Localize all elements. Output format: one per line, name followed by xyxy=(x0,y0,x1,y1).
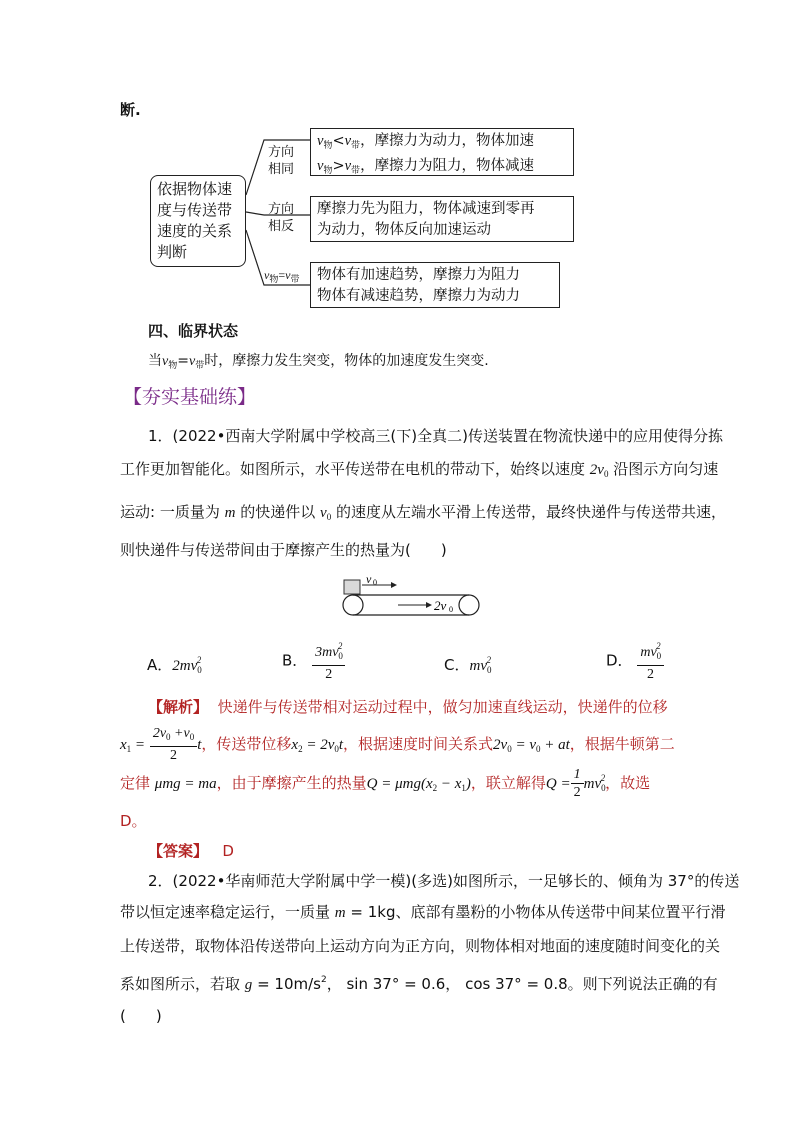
v0-sub: 0 xyxy=(373,578,377,587)
analysis-label: 【解析】 xyxy=(148,698,209,716)
left-pulley xyxy=(343,595,363,615)
conveyor-figure xyxy=(336,572,486,622)
q1-line2: 工作更加智能化。如图所示，水平传送带在电机的带动下，始终以速度 $2v_0$ 沿图示方向匀速 xyxy=(120,460,719,479)
box3-line2: 物体有减速趋势，摩擦力为动力 xyxy=(317,288,520,304)
belt-speed-label: 2v xyxy=(434,598,447,613)
belt-speed-sub: 0 xyxy=(449,605,453,614)
answer-label: 【答案】 xyxy=(148,842,209,860)
diagram-box-equal xyxy=(310,262,560,308)
branch-label-equal: $v_物=v_带$ xyxy=(264,268,300,284)
option-b[interactable]: B． $\frac{3mv_0^2}{2}$ xyxy=(282,638,345,682)
branch-label-opposite: 方向相反 xyxy=(268,202,295,234)
q1-line4: 则快递件与传送带间由于摩擦产生的热量为( ) xyxy=(120,541,447,559)
diagram-root-box xyxy=(150,175,246,267)
q1-line1: 1．(2022•西南大学附属中学校高三(下)全真二)传送装置在物流快递中的应用使得分拣 xyxy=(148,427,723,445)
section4-body: 时，摩擦力发生突变，物体的加速度发生突变. xyxy=(204,353,489,369)
q1-line3: 运动: 一质量为 m 的快递件以 $v_0$ 的速度从左端水平滑上传送带，最终快递件与传送带共速， xyxy=(120,503,726,522)
right-pulley xyxy=(459,595,479,615)
diagram-box-same: $v_物<v_带$，摩擦力为动力，物体加速 $v_物>v_带$，摩擦力为阻力，物体减速 xyxy=(310,128,574,176)
q2-line3: 上传送带，取物体沿传送带向上运动方向为正方向，则物体相对地面的速度随时间变化的关 xyxy=(120,937,721,955)
answer-value: D xyxy=(222,842,234,860)
section4-text: 当$v_物=v_带$时，摩擦力发生突变，物体的加速度发生突变. xyxy=(148,353,489,371)
branch-label-same: 方向相同 xyxy=(268,145,295,177)
box2-line2: 为动力，物体反向加速运动 xyxy=(317,222,491,238)
belt-arrowhead xyxy=(426,602,432,608)
box1-line2: 摩擦力为阻力，物体减速 xyxy=(374,158,535,174)
q2-line5: ( ) xyxy=(120,1007,162,1025)
diagram-box-opposite xyxy=(310,196,574,242)
q2-line2: 带以恒定速率稳定运行，一质量 m = 1kg、底部有墨粉的小物体从传送带中间某位置平行滑 xyxy=(120,903,726,921)
box2-line1: 摩擦力先为阻力，物体减速到零再 xyxy=(317,201,535,217)
option-a[interactable]: A．$2mv_0^2$ xyxy=(147,655,202,675)
practice-section-title: 【夯实基础练】 xyxy=(123,386,257,408)
package-block xyxy=(344,580,360,594)
box1-line1: 摩擦力为动力，物体加速 xyxy=(374,133,535,149)
analysis-line4: D。 xyxy=(120,812,147,830)
intro-fragment: 断. xyxy=(120,101,141,119)
option-c[interactable]: C．$mv_0^2$ xyxy=(444,655,492,675)
analysis-line2: $x_1$ = $\frac{2v_0 +v_0}{2}$ t，传送带位移$x_2 = 2v_0t$，根据速度时间关系式$2v_0 = v_0$ + at，根据牛顿第二 xyxy=(120,726,675,763)
answer-line xyxy=(148,841,234,861)
analysis-line3: 定律 μmg = ma，由于摩擦产生的热量$Q = \mu mg(x_2 - x_1)$，联立解得Q = $\frac{1}{2}$ $mv_0^2$，故选 xyxy=(120,767,651,800)
q2-line4: 系如图所示，若取 $g = 10m/s^2$， sin 37° = 0.6， cos 37° = 0.8。则下列说法正确的有 xyxy=(120,975,718,993)
v0-label: v xyxy=(366,572,372,586)
section4-heading: 四、临界状态 xyxy=(148,322,239,340)
diagram-root-label: 依据物体速度与传送带速度的关系判断 xyxy=(157,180,233,261)
option-d[interactable]: D． $\frac{mv_0^2}{2}$ xyxy=(606,638,664,682)
q2-line1: 2．(2022•华南师范大学附属中学一模)(多选)如图所示，一足够长的、倾角为 37°的传送 xyxy=(148,872,740,890)
analysis-line1: 【解析】 快递件与传送带相对运动过程中，做匀加速直线运动，快递件的位移 xyxy=(148,698,668,716)
box3-line1: 物体有加速趋势，摩擦力为阻力 xyxy=(317,267,520,283)
v0-arrowhead xyxy=(391,582,397,588)
